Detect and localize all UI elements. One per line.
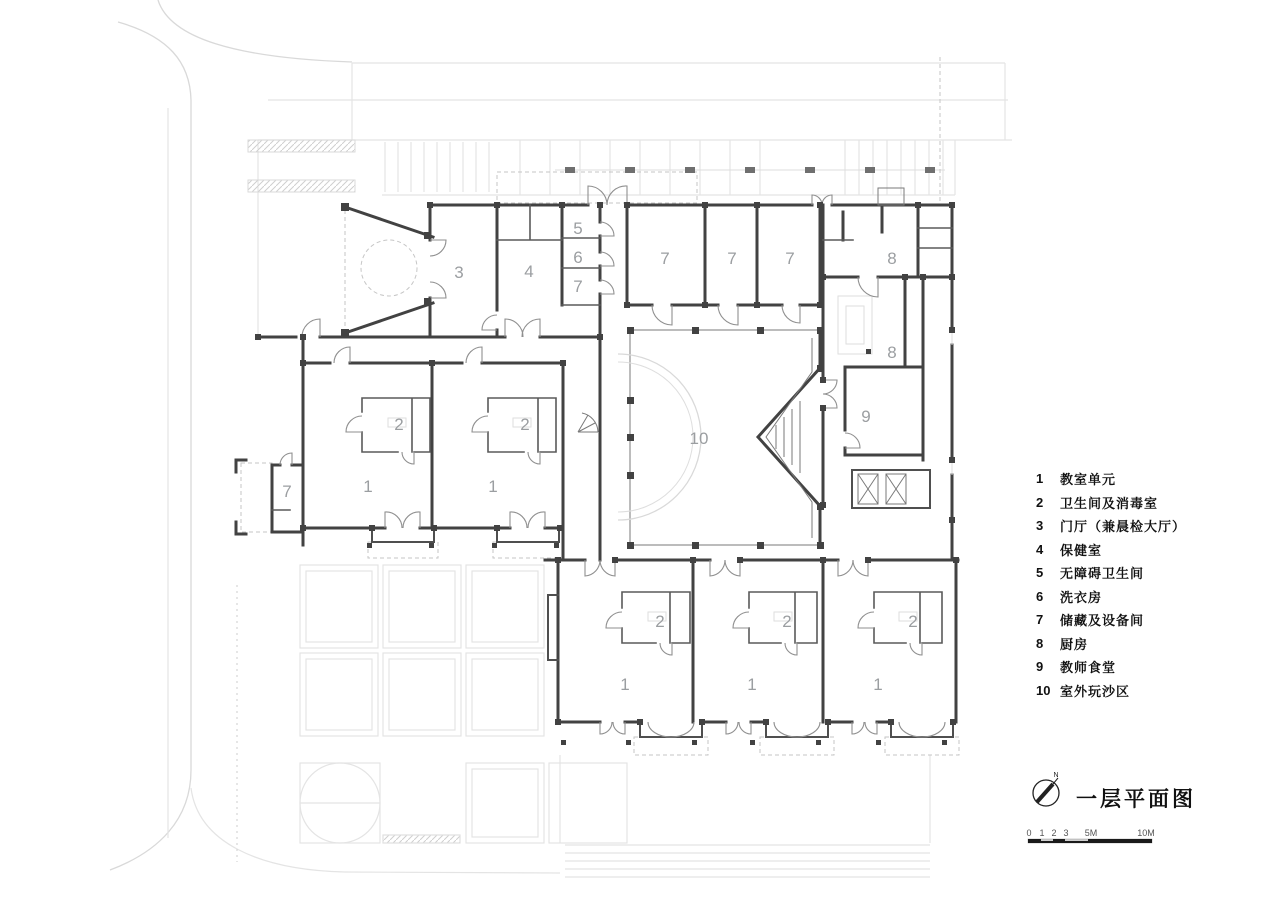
room-label-7: 7: [727, 249, 737, 268]
building-walls: [236, 188, 958, 737]
room-label-2: 2: [908, 612, 918, 631]
legend-item-number: 9: [1036, 659, 1044, 675]
room-label-5: 5: [573, 219, 583, 238]
room-label-1: 1: [620, 675, 630, 694]
scale-bar: [1026, 828, 1154, 843]
legend-items: [1036, 467, 1186, 702]
legend-item-label: 门厅（兼晨检大厅）: [1060, 519, 1187, 535]
room-label-8: 8: [887, 249, 897, 268]
north-arrow-icon: [1033, 772, 1059, 806]
room-label-6: 6: [573, 248, 583, 267]
room-label-8: 8: [887, 343, 897, 362]
room-label-1: 1: [488, 477, 498, 496]
legend-item-number: 10: [1036, 682, 1051, 698]
legend-item-label: 教室单元: [1060, 472, 1117, 488]
legend-item-label: 室外玩沙区: [1060, 683, 1131, 699]
room-label-1: 1: [363, 477, 373, 496]
legend-item-8: [1036, 632, 1186, 656]
room-label-7: 7: [785, 249, 795, 268]
room-label-2: 2: [782, 612, 792, 631]
legend-item-6: [1036, 585, 1186, 609]
legend-item-label: 洗衣房: [1060, 589, 1103, 605]
scale-tick-1: 1: [1039, 828, 1045, 838]
legend-item-3: [1036, 514, 1186, 538]
legend-item-5: [1036, 561, 1186, 585]
scale-tick-5M: 5M: [1084, 828, 1098, 838]
room-label-10: 10: [689, 429, 709, 448]
legend-item-number: 1: [1036, 471, 1044, 487]
scale-tick-0: 0: [1026, 828, 1032, 838]
site-context: [110, 0, 1012, 877]
north-label: N: [1053, 772, 1059, 779]
scale-labels: [1026, 828, 1154, 838]
legend: [1036, 467, 1186, 702]
legend-item-9: [1036, 655, 1186, 679]
legend-item-number: 5: [1036, 565, 1044, 581]
room-label-3: 3: [454, 263, 464, 282]
legend-item-label: 无障碍卫生间: [1060, 566, 1145, 582]
door-arcs: [280, 186, 945, 737]
legend-item-label: 厨房: [1060, 636, 1089, 652]
room-label-2: 2: [520, 415, 530, 434]
legend-item-1: [1036, 467, 1186, 491]
legend-item-label: 教师食堂: [1060, 660, 1117, 676]
legend-item-4: [1036, 538, 1186, 562]
legend-item-7: [1036, 608, 1186, 632]
legend-item-10: [1036, 679, 1186, 703]
room-label-9: 9: [861, 407, 871, 426]
legend-item-label: 储藏及设备间: [1060, 613, 1145, 629]
room-label-7: 7: [573, 277, 583, 296]
scale-tick-2: 2: [1051, 828, 1057, 838]
scale-tick-3: 3: [1063, 828, 1069, 838]
room-label-2: 2: [394, 415, 404, 434]
room-label-2: 2: [655, 612, 665, 631]
legend-item-number: 8: [1036, 635, 1044, 651]
legend-item-number: 6: [1036, 588, 1044, 604]
legend-item-2: [1036, 491, 1186, 515]
room-label-7: 7: [660, 249, 670, 268]
legend-item-label: 保健室: [1060, 542, 1103, 558]
legend-item-number: 3: [1036, 518, 1044, 534]
room-label-1: 1: [747, 675, 757, 694]
room-label-1: 1: [873, 675, 883, 694]
legend-item-number: 7: [1036, 612, 1044, 628]
page-title: 一层平面图: [1076, 788, 1196, 811]
legend-item-label: 卫生间及消毒室: [1060, 495, 1159, 511]
legend-item-number: 2: [1036, 494, 1044, 510]
legend-item-number: 4: [1036, 541, 1044, 557]
room-label-7: 7: [282, 482, 292, 501]
scale-tick-10M: 10M: [1137, 828, 1155, 838]
room-label-4: 4: [524, 262, 534, 281]
interior-fixtures: [388, 296, 952, 621]
